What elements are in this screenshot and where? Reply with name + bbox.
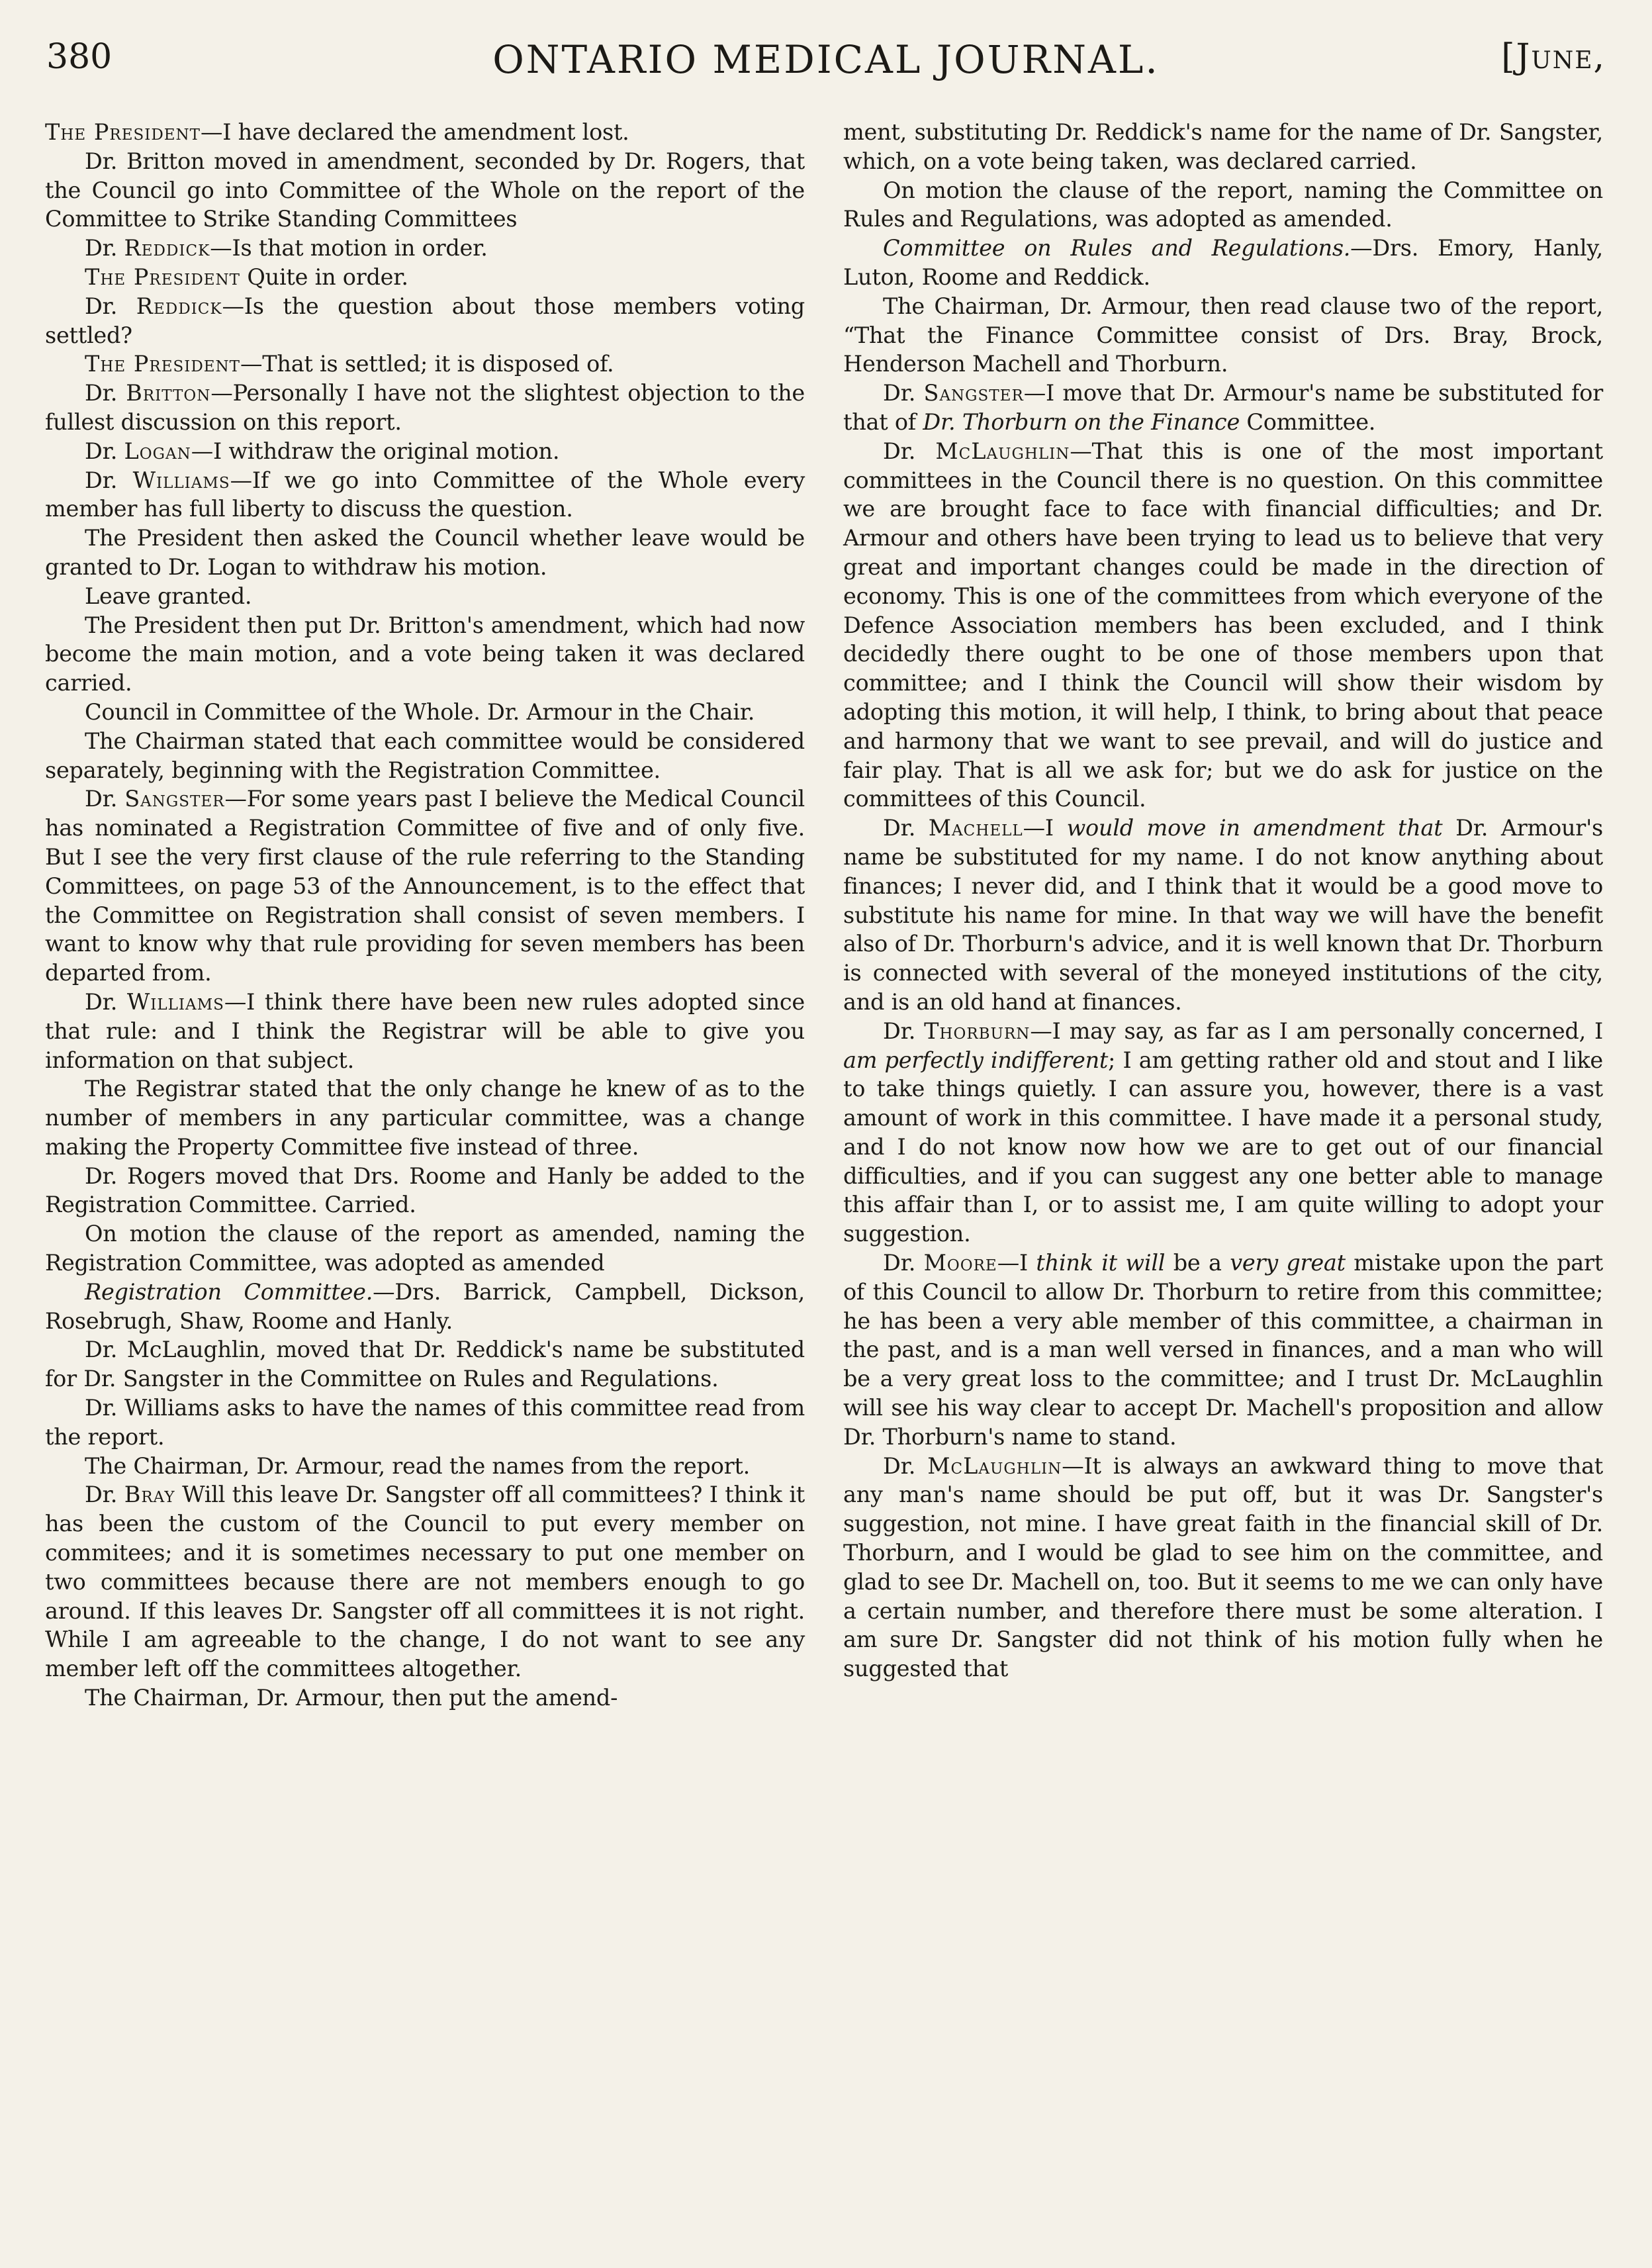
paragraph-text: Dr. Williams asks to have the names of this committee read from the report.: [45, 1395, 805, 1450]
paragraph-text: mistake upon the part of this Council to allow Dr. Thorburn to retire from this committee; he has been a very able member of this committee, a chairman in the past, and is a man well versed in finances, and a man who will be a very great loss to the committee; and I trust Dr. McLaughlin will see his way clear to accept Dr. Machell's proposition and allow Dr. Thorburn's name to stand.: [843, 1250, 1603, 1450]
paragraph: [45, 611, 805, 698]
paragraph: [45, 1480, 805, 1683]
paragraph: [843, 1017, 1603, 1249]
paragraph-text: —I: [1023, 815, 1067, 841]
paragraph-text: Dr.: [883, 1017, 925, 1044]
paragraph: [843, 176, 1603, 234]
speaker-name: Sangster: [923, 380, 1024, 406]
paragraph-text: The Chairman, Dr. Armour, then read clause two of the report, “That the Finance Committee consist of Drs. Bray, Brock, Henderson Machell and Thorburn.: [843, 293, 1603, 377]
paragraph-text: Quite in order.: [240, 263, 408, 290]
paragraph: [45, 1074, 805, 1161]
paragraph-text: —Is that motion in order.: [210, 235, 488, 261]
paragraph-text: Will this leave Dr. Sangster off all committees? I think it has been the custom of the Council to put every member on commitees; and it is sometimes necessary to put one member on two committees because there are not members enough to go around. If this leaves Dr. Sangster off all committees it is not right. While I am agreeable to the change, I do not want to see any member left off the committees altogether.: [45, 1482, 805, 1682]
paragraph: [45, 1452, 805, 1481]
italic-text: would move in amendment that: [1066, 815, 1443, 841]
paragraph-text: The Chairman, Dr. Armour, read the names from the report.: [85, 1452, 750, 1479]
paragraph-text: —I have declared the amendment lost.: [201, 119, 629, 145]
speaker-name: McLaughlin: [935, 438, 1070, 464]
paragraph: [45, 263, 805, 292]
paragraph-text: be a: [1165, 1250, 1230, 1276]
paragraph: [843, 814, 1603, 1017]
paragraph: [45, 988, 805, 1074]
paragraph-text: The Registrar stated that the only change he knew of as to the number of members in any particular committee, was a change making the Property Committee five instead of three.: [45, 1076, 805, 1160]
paragraph-text: Dr.: [883, 1452, 928, 1479]
speaker-name: Logan: [124, 438, 191, 464]
speaker-name: Britton: [126, 380, 211, 406]
speaker-name: Williams: [132, 467, 230, 493]
paragraph-text: —That this is one of the most important committees in the Council there is no question. On this committee we are brought face to face with financial difficulties; and Dr. Armour and others have been trying to lead us to believe that very great and important changes could be made in the direction of economy. This is one of the committees from which everyone of the Defence Association members has been excluded, and I think decidedly there ought to be one of those members upon that committee; and I think the Council will show their wisdom by adopting this motion, it will help, I think, to bring about that peace and harmony that we want to see prevail, and will do justice and fair play. That is all we ask for; but we do ask for justice on the committees of this Council.: [843, 438, 1603, 812]
paragraph-text: Dr. Britton moved in amendment, seconded by Dr. Rogers, that the Council go into Committee of the Whole on the report of the Committee to Strike Standing Committees: [45, 148, 805, 232]
paragraph-text: ment, substituting Dr. Reddick's name for the name of Dr. Sangster, which, on a vote being taken, was declared carried.: [843, 119, 1603, 174]
journal-title: ONTARIO MEDICAL JOURNAL.: [492, 37, 1160, 82]
paragraph-text: Committee.: [1240, 408, 1376, 435]
speaker-name: Machell: [928, 815, 1023, 841]
paragraph-text: Dr.: [85, 786, 125, 812]
paragraph: [45, 727, 805, 785]
paragraph: [45, 582, 805, 611]
italic-text: very great: [1230, 1250, 1346, 1276]
paragraph-text: ; I am getting rather old and stout and I like to take things quietly. I can assure you, however, there is a vast amount of work in this committee. I have made it a personal study, and I do not know now how we are to get out of our financial difficulties, and if you can suggest any one better able to manage this affair than I, or to assist me, I am quite willing to adopt your suggestion.: [843, 1047, 1604, 1247]
speaker-name: The President: [85, 351, 241, 377]
paragraph-text: —Is the question about those members voting settled?: [45, 293, 805, 348]
paragraph: [45, 1162, 805, 1220]
paragraph-text: On motion the clause of the report, naming the Committee on Rules and Regulations, was adopted as amended.: [843, 177, 1603, 232]
paragraph-text: —Drs. Emory, Hanly, Luton, Roome and Reddick.: [843, 235, 1603, 290]
italic-text: think it will: [1036, 1250, 1166, 1276]
paragraph: [45, 698, 805, 727]
paragraph-text: —If we go into Committee of the Whole every member has full liberty to discuss the question.: [45, 467, 805, 522]
paragraph-text: Council in Committee of the Whole. Dr. Armour in the Chair.: [85, 698, 755, 725]
speaker-name: Reddick: [124, 235, 210, 261]
paragraph: [45, 234, 805, 263]
paragraph-text: —I withdraw the original motion.: [191, 438, 560, 464]
right-column: [843, 118, 1603, 1683]
paragraph: [45, 1335, 805, 1394]
paragraph-text: The President then put Dr. Britton's amendment, which had now become the main motion, and a vote being taken it was declared carried.: [45, 612, 805, 696]
running-header: [46, 37, 1606, 90]
paragraph-text: Dr.: [85, 1482, 124, 1508]
paragraph: [843, 234, 1603, 292]
paragraph: [45, 379, 805, 437]
page-number: 380: [46, 37, 113, 77]
paragraph-text: —I may say, as far as I am personally concerned, I: [1030, 1017, 1603, 1044]
issue-month: [June,: [1501, 37, 1606, 77]
paragraph: [45, 147, 805, 234]
paragraph: [45, 292, 805, 350]
paragraph-text: The Chairman, Dr. Armour, then put the amend-: [85, 1685, 618, 1711]
paragraph-text: —For some years past I believe the Medical Council has nominated a Registration Committee of five and of only five. But I see the very first clause of the rule referring to the Standing Committees, on page 53 of the Announcement, is to the effect that the Committee on Registration shall consist of seven members. I want to know why that rule providing for seven members has been departed from.: [45, 786, 805, 986]
paragraph-text: —That is settled; it is disposed of.: [240, 351, 614, 377]
paragraph: [45, 1394, 805, 1452]
paragraph-text: —I: [997, 1250, 1036, 1276]
paragraph: [843, 1452, 1603, 1683]
speaker-name: Williams: [126, 988, 224, 1015]
paragraph: [843, 118, 1603, 176]
paragraph-text: Dr.: [883, 438, 936, 464]
paragraph: [45, 437, 805, 466]
paragraph-text: Dr.: [883, 815, 929, 841]
paragraph-text: The President then asked the Council whether leave would be granted to Dr. Logan to withdraw his motion.: [45, 525, 805, 580]
paragraph-text: On motion the clause of the report as amended, naming the Registration Committee, was adopted as amended: [45, 1221, 805, 1276]
left-column: [45, 118, 805, 1713]
paragraph-text: —I think there have been new rules adopted since that rule: and I think the Registrar will be able to give you information on that subject.: [45, 988, 805, 1073]
paragraph-text: Dr. Rogers moved that Drs. Roome and Hanly be added to the Registration Committee. Carried.: [45, 1162, 805, 1218]
speaker-name: McLaughlin: [927, 1452, 1062, 1479]
paragraph-text: Dr.: [85, 438, 124, 464]
paragraph-text: Dr.: [85, 988, 127, 1015]
paragraph-text: Dr. McLaughlin, moved that Dr. Reddick's name be substituted for Dr. Sangster in the Committee on Rules and Regulations.: [45, 1337, 805, 1392]
paragraph-text: —I move that Dr. Armour's name be substituted for that of: [843, 380, 1603, 435]
paragraph: [45, 466, 805, 524]
speaker-name: The President: [45, 119, 201, 145]
paragraph: [45, 118, 805, 147]
paragraph: [45, 1219, 805, 1278]
paragraph-text: Dr. Armour's name be substituted for my name. I do not know anything about finances; I never did, and I think that it would be a good move to substitute his name for mine. In that way we will have the benefit also of Dr. Thorburn's advice, and it is well known that Dr. Thorburn is connected with several of the moneyed institutions of the city, and is an old hand at finances.: [843, 815, 1603, 1015]
speaker-name: Thorburn: [924, 1017, 1031, 1044]
italic-text: Registration Committee.: [85, 1278, 373, 1305]
paragraph: [45, 350, 805, 379]
speaker-name: Sangster: [124, 786, 225, 812]
paragraph: [45, 1278, 805, 1336]
speaker-name: Moore: [923, 1250, 997, 1276]
paragraph-text: —It is always an awkward thing to move that any man's name should be put off, but it was Dr. Sangster's suggestion, not mine. I have great faith in the financial skill of Dr. Thorburn, and I would be glad to see him on the committee, and glad to see Dr. Machell on, too. But it seems to me we can only have a certain number, and therefore there must be some alteration. I am sure Dr. Sangster did not think of his motion fully when he suggested that: [843, 1452, 1604, 1682]
paragraph-text: Leave granted.: [85, 583, 252, 609]
paragraph-text: Dr.: [85, 380, 126, 406]
italic-text: Committee on Rules and Regulations.: [883, 235, 1351, 261]
italic-text: Dr. Thorburn on the Finance: [923, 408, 1240, 435]
paragraph-text: Dr.: [883, 380, 924, 406]
paragraph: [45, 784, 805, 988]
paragraph: [45, 524, 805, 582]
paragraph: [843, 379, 1603, 437]
paragraph-text: The Chairman stated that each committee would be considered separately, beginning with the Registration Committee.: [45, 728, 805, 783]
speaker-name: Bray: [124, 1482, 175, 1508]
speaker-name: The President: [85, 263, 241, 290]
paragraph-text: —Personally I have not the slightest objection to the fullest discussion on this report.: [45, 380, 805, 435]
paragraph-text: Dr.: [883, 1250, 924, 1276]
italic-text: am perfectly indifferent: [843, 1047, 1109, 1073]
speaker-name: Reddick: [136, 293, 222, 319]
paragraph-text: Dr.: [85, 467, 133, 493]
paragraph: [843, 437, 1603, 814]
paragraph: [843, 1249, 1603, 1452]
paragraph: [843, 292, 1603, 379]
paragraph-text: Dr.: [85, 293, 136, 319]
paragraph-text: —Drs. Barrick, Campbell, Dickson, Rosebrugh, Shaw, Roome and Hanly.: [45, 1278, 805, 1334]
paragraph-text: Dr.: [85, 235, 124, 261]
paragraph: [45, 1683, 805, 1713]
